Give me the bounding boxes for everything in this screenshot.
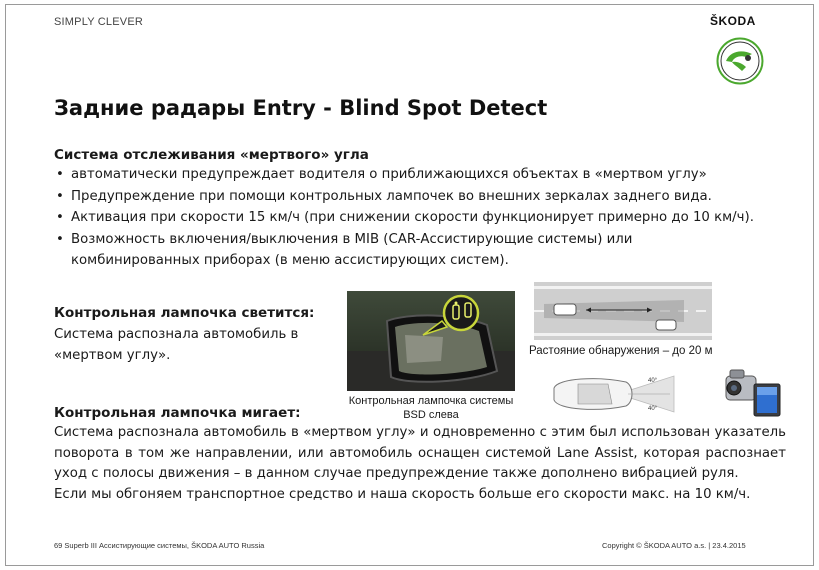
list-item: • Предупреждение при помощи контрольных лампочек во внешних зеркалах заднего вида. <box>54 186 764 208</box>
lamp-on-text: Система распознала автомобиль в «мертвом углу». <box>54 327 299 363</box>
lamp-on-heading: Контрольная лампочка светится: <box>54 305 315 321</box>
lamp-blink-paragraph: Если мы обгоняем транспортное средство и наша скорость больше его скорости макс. на 10 км/ч. <box>54 486 751 502</box>
list-item: • Возможность включения/выключения в MIB (CAR-Ассистирующие системы) или комбинированных приборах (в меню ассистирующих систем). <box>54 229 764 272</box>
mirror-warning-lamp-photo <box>347 291 515 391</box>
brand-name: ŠKODA <box>710 14 756 28</box>
video-camera-icon <box>720 366 784 422</box>
photo-caption: Контрольная лампочка системы BSD слева <box>348 395 514 421</box>
feature-list <box>54 164 764 272</box>
detection-distance-caption: Растояние обнаружения – до 20 м <box>529 345 713 357</box>
tagline: SIMPLY CLEVER <box>54 16 144 28</box>
section-heading: Система отслеживания «мертвого» угла <box>54 147 369 163</box>
list-item: • Активация при скорости 15 км/ч (при снижении скорости функционирует примерно до 10 км/ч). <box>54 207 764 229</box>
lamp-blink-heading: Контрольная лампочка мигает: <box>54 405 301 421</box>
skoda-logo-icon <box>716 37 764 85</box>
lamp-blink-text <box>54 423 786 505</box>
lamp-blink-paragraph: Система распознала автомобиль в «мертвом углу» и одновременно с этим был использован указатель поворота в том же направлении, или автомобиль оснащен системой Lane Assist, которая распознает уход с полосы движения – в данном случае предупреждение также дополнено вибрацией руля. <box>54 425 786 481</box>
list-item: • автоматически предупреждает водителя о приближающихся объектах в «мертвом углу» <box>54 164 764 186</box>
road-detection-diagram-icon <box>534 282 712 340</box>
car-radar-angles-icon <box>548 370 678 418</box>
footer-page-info: 69 Superb III Ассистирующие системы, ŠKODA AUTO Russia <box>54 541 265 550</box>
angle-bottom-label: 40° <box>648 406 658 412</box>
footer-copyright: Copyright © ŠKODA AUTO a.s. | 23.4.2015 <box>602 541 746 550</box>
page-title: Задние радары Entry - Blind Spot Detect <box>54 96 548 120</box>
angle-top-label: 40° <box>648 378 658 384</box>
